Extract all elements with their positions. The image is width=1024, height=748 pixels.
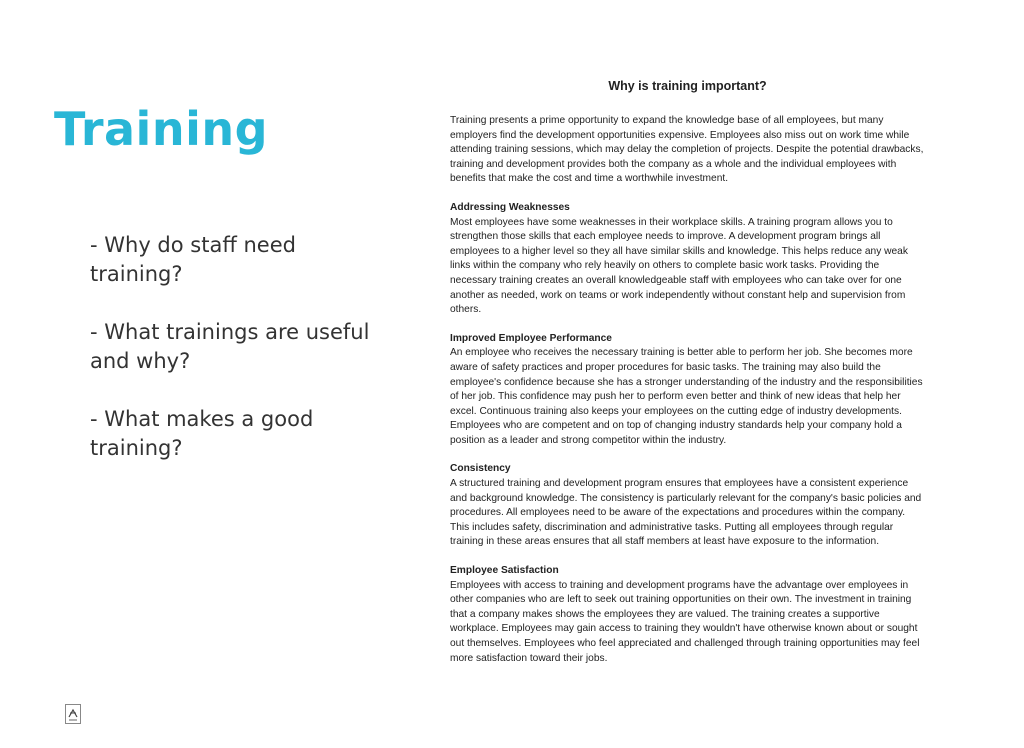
question-item-1: - Why do staff need training? (90, 233, 296, 286)
question-item-3: - What makes a good training? (90, 407, 314, 460)
section-addressing-weaknesses (450, 201, 925, 318)
section-body: Most employees have some weaknesses in their workplace skills. A training program allows you to strengthen those skills that each employee needs to improve. A development program brings all employees to a higher level so they all have similar skills and knowledge. This helps reduce any weak links within the company who rely heavily on others to complete basic work tasks. Providing the necessary training creates an overall knowledgeable staff with employees who can take over for one another as needed, work on teams or work independently without constant help and supervision from others. (450, 216, 908, 316)
section-body: A structured training and development program ensures that employees have a consistent experience and background knowledge. The consistency is particularly relevant for the company's basic policies and procedures. All employees need to be aware of the expectations and procedures within the company. This includes safety, discrimination and administrative tasks. Putting all employees through regular training in these areas ensures that all staff members at least have exposure to the information. (450, 478, 922, 548)
question-list (90, 231, 390, 492)
section-consistency (450, 462, 925, 550)
document-icon (65, 704, 81, 724)
section-body: Employees with access to training and development programs have the advantage over employees in other companies who are left to seek out training opportunities on their own. The investment in training that a company makes shows the employees they are valued. The training creates a supportive workplace. Employees may gain access to training they wouldn't have otherwise known about or sought out themselves. Employees who feel appreciated and challenged through training opportunities may feel more satisfaction toward their jobs. (450, 579, 920, 664)
section-body: An employee who receives the necessary training is better able to perform her job. She becomes more aware of safety practices and proper procedures for basic tasks. The training may also build the employee's confidence because she has a stronger understanding of the industry and the responsibilities of her job. This confidence may push her to perform even better and think of new ideas that help her excel. Continuous training also keeps your employees on the cutting edge of industry developments. Employees who are competent and on top of changing industry standards help your company hold a position as a leader and strong competitor within the industry. (450, 347, 923, 446)
section-heading: Employee Satisfaction (450, 565, 559, 577)
section-improved-performance (450, 332, 925, 449)
article-title: Why is training important? (608, 79, 767, 93)
section-heading: Improved Employee Performance (450, 332, 612, 344)
question-item-2: - What trainings are useful and why? (90, 320, 370, 373)
section-employee-satisfaction (450, 564, 925, 666)
article-intro: Training presents a prime opportunity to expand the knowledge base of all employees, but many employers find the development opportunities expensive. Employees also miss out on work time while attending training sessions, which may delay the completion of projects. Despite the potential drawbacks, training and development provides both the company as a whole and the individual employees with benefits that make the cost and time a worthwhile investment. (450, 115, 924, 185)
article (450, 78, 925, 666)
section-heading: Addressing Weaknesses (450, 201, 570, 213)
section-heading: Consistency (450, 463, 511, 475)
slide-title: Training (54, 102, 269, 156)
